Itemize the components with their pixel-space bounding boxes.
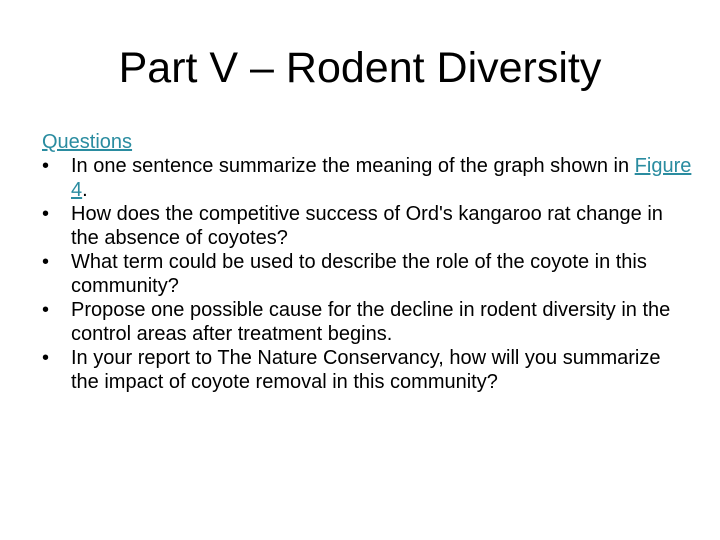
question-item-4 [42,298,692,346]
question-item-2 [42,202,692,250]
slide-title: Part V – Rodent Diversity [118,44,602,92]
question-text: What term could be used to describe the role of the coyote in this community? [71,251,647,297]
slide-body [42,130,692,394]
question-text: Propose one possible cause for the decline in rodent diversity in the control areas after treatment begins. [71,299,671,345]
question-item-1 [42,154,692,202]
bullet-icon: • [42,203,50,225]
question-item-3 [42,250,692,298]
bullet-icon: • [42,299,50,321]
bullet-icon: • [42,251,50,273]
question-text: In one sentence summarize the meaning of the graph shown in [71,155,635,177]
question-item-5 [42,346,692,394]
question-text: In your report to The Nature Conservancy, how will you summarize the impact of coyote removal in this community? [71,347,661,393]
bullet-icon: • [42,347,50,369]
figure-4-link[interactable]: Figure 4 [71,155,692,201]
bullet-icon: • [42,155,50,177]
question-text-end: . [82,179,88,201]
questions-heading-link[interactable]: Questions [42,131,133,153]
question-list [42,154,692,394]
question-text: How does the competitive success of Ord's kangaroo rat change in the absence of coyotes? [71,203,663,249]
